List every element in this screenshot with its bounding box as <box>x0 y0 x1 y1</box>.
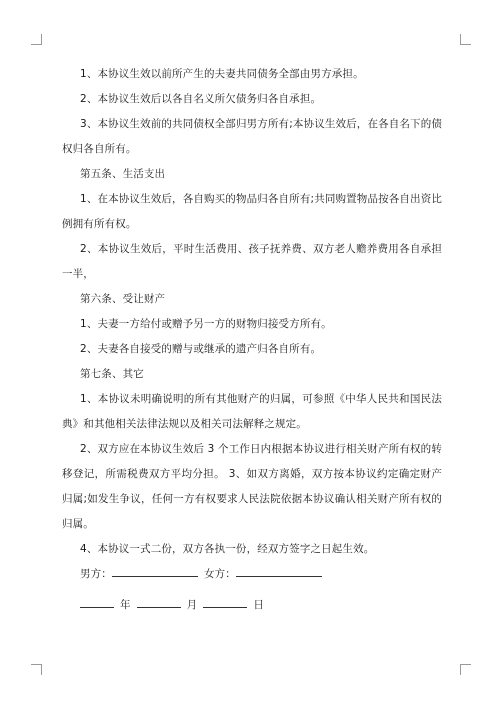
female-signature-blank <box>236 564 322 577</box>
crop-mark-bottom-right <box>460 664 471 675</box>
gift-clause-2: 2、夫妻各自接受的赠与或继承的遗产归各自所有。 <box>80 343 322 355</box>
debt-clause-1: 1、本协议生效以前所产生的夫妻共同债务全部由男方承担。 <box>80 68 364 80</box>
other-clause-1: 1、本协议未明确说明的所有其他财产的归属，可参照《中华人民共和国民法典》和其他相关法律法规以及相关司法解释之规定。 <box>62 393 442 430</box>
article-6-heading: 第六条、受让财产 <box>80 293 166 305</box>
year-label: 年 <box>120 599 131 611</box>
debt-clause-2: 2、本协议生效后以各自名义所欠债务归各自承担。 <box>80 93 322 105</box>
other-clause-4: 4、本协议一式二份，双方各执一份，经双方签字之日起生效。 <box>80 543 375 555</box>
signature-line <box>62 562 442 587</box>
crop-mark-top-left <box>31 34 42 45</box>
other-clause-2: 2、双方应在本协议生效后 3 个工作日内根据本协议进行相关财产所有权的转移登记，所需税费双方平均分担。 3、如双方离婚，双方按本协议约定确定财产归属;如发生争议，任何一方有权要求人民法院依据本协议确认相关财产所有权的归属。 <box>62 443 442 530</box>
month-label: 月 <box>186 599 198 611</box>
female-label: 女方： <box>203 568 236 580</box>
year-blank <box>80 595 114 608</box>
debt-clause-3: 3、本协议生效前的共同债权全部归男方所有;本协议生效后，在各自名下的债权归各自所有。 <box>62 118 442 155</box>
gift-clause-1: 1、夫妻一方给付或赠予另一方的财物归接受方所有。 <box>80 318 332 330</box>
living-clause-1: 1、在本协议生效后，各自购买的物品归各自所有;共同购置物品按各自出资比例拥有所有权。 <box>62 193 442 230</box>
male-signature-blank <box>112 564 198 577</box>
day-blank <box>203 595 247 608</box>
crop-mark-top-right <box>460 34 471 45</box>
day-label: 日 <box>253 599 264 611</box>
male-label: 男方： <box>80 568 112 580</box>
crop-mark-bottom-left <box>31 664 42 675</box>
article-5-heading: 第五条、生活支出 <box>80 168 166 180</box>
month-blank <box>137 595 181 608</box>
article-7-heading: 第七条、其它 <box>80 368 144 380</box>
living-clause-2: 2、本协议生效后，平时生活费用、孩子抚养费、双方老人赡养费用各自承担一半， <box>62 243 442 280</box>
date-line <box>62 593 442 618</box>
document-body <box>62 62 442 618</box>
